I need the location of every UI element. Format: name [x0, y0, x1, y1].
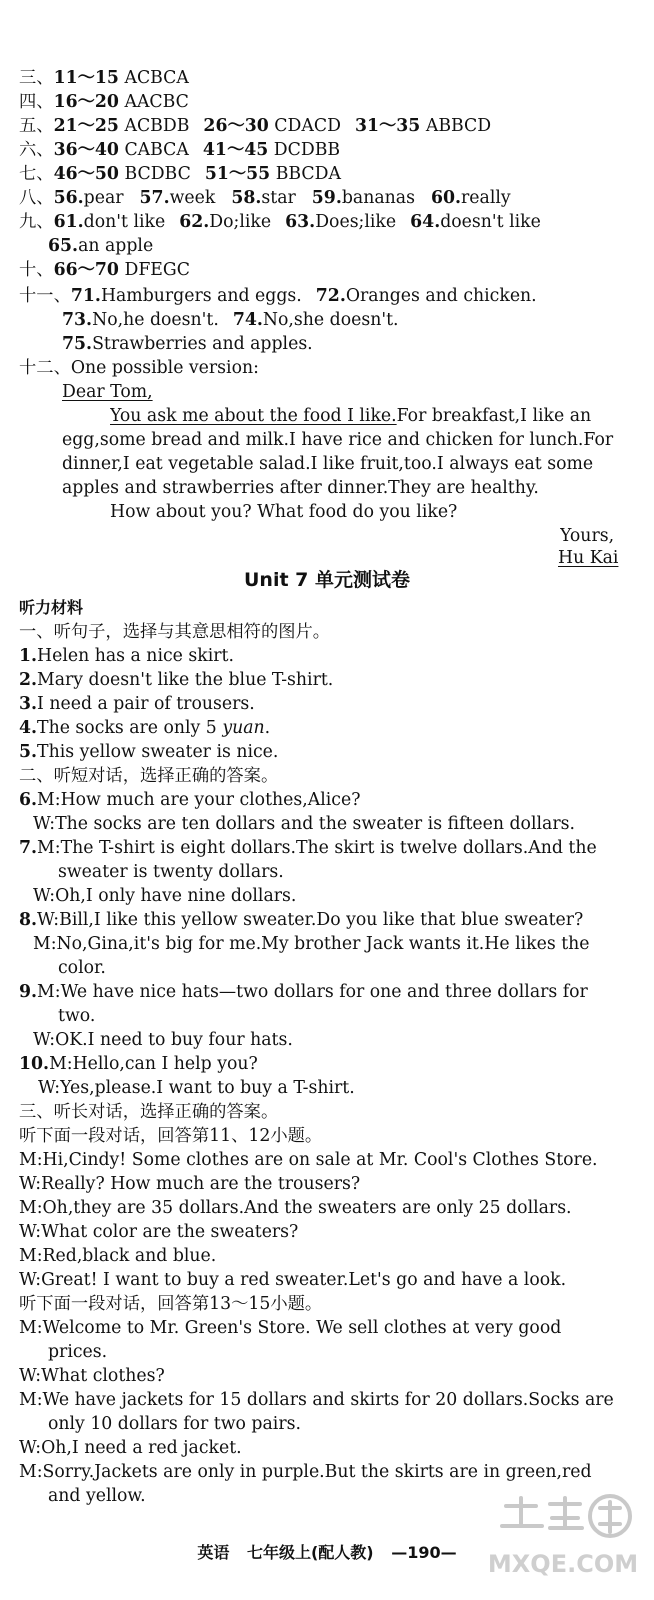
letter-line-3: dinner,I eat vegetable salad.I like fruit,too.I always eat some — [62, 454, 594, 474]
answer-row-12: 十二、One possible version: — [19, 358, 259, 378]
footer-subject: 英语 — [197, 1543, 230, 1562]
dialog-line: M:No,Gina,it's big for me.My brother Jack wants it.He likes the — [33, 934, 590, 954]
letter-line-1: You ask me about the food I like.For breakfast,I like an — [110, 406, 592, 426]
answer-row-7: 七、46～50 BCDBC 51～55 BBCDA — [19, 164, 341, 184]
dialog-line: 6.M:How much are your clothes,Alice? — [19, 790, 361, 810]
answer-row-10: 十、66～70 DFEGC — [19, 260, 190, 280]
list-item: 1.Helen has a nice skirt. — [19, 646, 234, 666]
list-item: 2.Mary doesn't like the blue T-shirt. — [19, 670, 334, 690]
part2-title: 二、听短对话，选择正确的答案。 — [19, 766, 279, 786]
dialog-line: 8.W:Bill,I like this yellow sweater.Do you like that blue sweater? — [19, 910, 584, 930]
unit-title: Unit 7 单元测试卷 — [244, 569, 410, 591]
answer-row-11-cont2: 75.Strawberries and apples. — [62, 334, 313, 354]
dialog-line: 10.M:Hello,can I help you? — [19, 1054, 258, 1074]
dialog-line: W:The socks are ten dollars and the sweater is fifteen dollars. — [33, 814, 575, 834]
answer-row-8: 八、56.pear 57.week 58.star 59.bananas 60.really — [19, 188, 511, 208]
letter-closing: Yours, — [560, 526, 615, 546]
dialog-line: M:Hi,Cindy! Some clothes are on sale at Mr. Cool's Clothes Store. — [19, 1150, 598, 1170]
dialog-line: M:We have jackets for 15 dollars and skirts for 20 dollars.Socks are — [19, 1390, 614, 1410]
dialog-line: color. — [58, 958, 106, 978]
question-instruction: 听下面一段对话，回答第11、12小题。 — [19, 1126, 323, 1146]
dialog-line: and yellow. — [48, 1486, 146, 1506]
dialog-line: two. — [58, 1006, 96, 1026]
dialog-line: W:Yes,please.I want to buy a T-shirt. — [38, 1078, 355, 1098]
dialog-line: W:Great! I want to buy a red sweater.Let's go and have a look. — [19, 1270, 567, 1290]
question-instruction: 听下面一段对话，回答第13～15小题。 — [19, 1294, 323, 1314]
list-item: 4.The socks are only 5 yuan. — [19, 718, 271, 738]
answer-row-9-cont: 65.an apple — [48, 236, 154, 256]
letter-signature: Hu Kai — [558, 548, 619, 568]
dialog-line: prices. — [48, 1342, 108, 1362]
letter-line-5: How about you? What food do you like? — [110, 502, 458, 522]
dialog-line: W:Oh,I only have nine dollars. — [33, 886, 297, 906]
dialog-line: W:Oh,I need a red jacket. — [19, 1438, 242, 1458]
footer-grade: 七年级上(配人教) — [246, 1543, 374, 1562]
watermark-logo — [488, 1488, 638, 1588]
letter-line-4: apples and strawberries after dinner.They are healthy. — [62, 478, 539, 498]
answer-row-4: 四、16～20 AACBC — [19, 92, 189, 112]
dialog-line: W:What clothes? — [19, 1366, 165, 1386]
dialog-line: M:Sorry.Jackets are only in purple.But the skirts are in green,red — [19, 1462, 592, 1482]
dialog-line: W:OK.I need to buy four hats. — [33, 1030, 293, 1050]
dialog-line: 9.M:We have nice hats—two dollars for one and three dollars for — [19, 982, 588, 1002]
watermark-text: MXQE.COM — [488, 1550, 638, 1578]
part1-title: 一、听句子，选择与其意思相符的图片。 — [19, 622, 331, 642]
answer-row-6: 六、36～40 CABCA 41～45 DCDBB — [19, 140, 341, 160]
dialog-line: M:Oh,they are 35 dollars.And the sweaters are only 25 dollars. — [19, 1198, 572, 1218]
dialog-line: W:What color are the sweaters? — [19, 1222, 299, 1242]
page-number: —190— — [391, 1543, 457, 1562]
list-item: 5.This yellow sweater is nice. — [19, 742, 279, 762]
answer-row-9: 九、61.don't like 62.Do;like 63.Does;like 64.doesn't like — [19, 212, 541, 232]
answer-row-11: 十一、71.Hamburgers and eggs. 72.Oranges and chicken. — [19, 286, 537, 306]
answer-row-11-cont: 73.No,he doesn't. 74.No,she doesn't. — [62, 310, 399, 330]
dialog-line: M:Red,black and blue. — [19, 1246, 217, 1266]
answer-row-3: 三、11～15 ACBCA — [19, 68, 189, 88]
section-title: 听力材料 — [19, 598, 84, 617]
part3-title: 三、听长对话，选择正确的答案。 — [19, 1102, 279, 1122]
answer-row-5: 五、21～25 ACBDB 26～30 CDACD 31～35 ABBCD — [19, 116, 492, 136]
dialog-line: sweater is twenty dollars. — [58, 862, 284, 882]
dialog-line: only 10 dollars for two pairs. — [48, 1414, 301, 1434]
dialog-line: W:Really? How much are the trousers? — [19, 1174, 361, 1194]
list-item: 3.I need a pair of trousers. — [19, 694, 255, 714]
dialog-line: 7.M:The T-shirt is eight dollars.The skirt is twelve dollars.And the — [19, 838, 597, 858]
letter-line-2: egg,some bread and milk.I have rice and chicken for lunch.For — [62, 430, 614, 450]
letter-greeting: Dear Tom, — [62, 382, 153, 402]
dialog-line: M:Welcome to Mr. Green's Store. We sell clothes at very good — [19, 1318, 562, 1338]
